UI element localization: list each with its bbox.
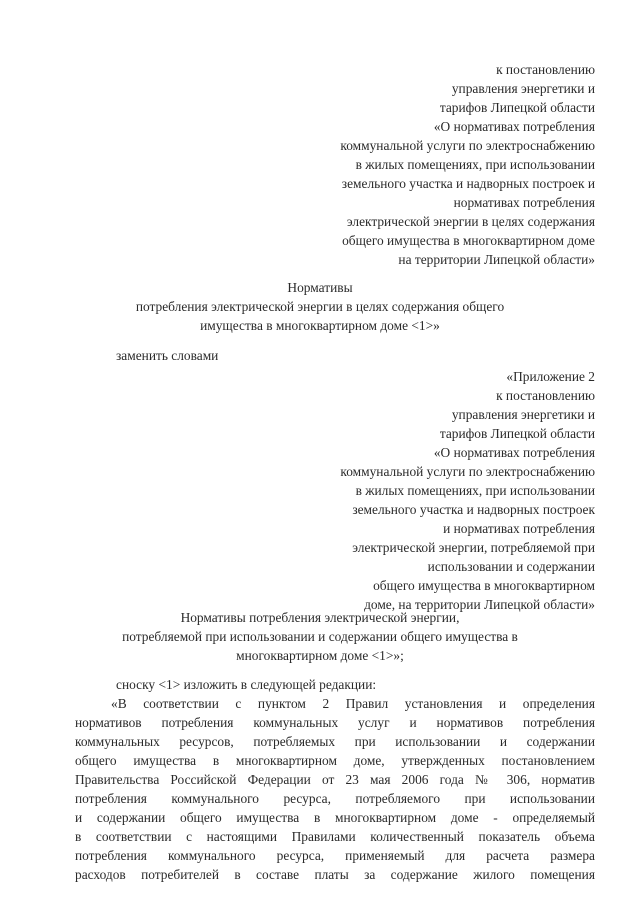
replace-instruction: заменить словами — [116, 348, 219, 363]
footnote-paragraph — [75, 694, 595, 884]
header-line: в жилых помещениях, при использовании — [355, 157, 595, 172]
paragraph-line: Правительства Российской Федерации от 23 мая 2006 года № 306, норматив — [75, 772, 595, 787]
paragraph-line: коммунальных ресурсов, потребляемых при использовании и содержании — [75, 734, 595, 749]
header-line: общего имущества в многоквартирном доме — [342, 233, 595, 248]
paragraph-line: расходов потребителей в составе платы за содержание жилого помещения — [75, 867, 595, 882]
header-line: в жилых помещениях, при использовании — [355, 483, 595, 498]
heading-line: Нормативы потребления электрической энергии, — [180, 610, 460, 625]
heading-old — [0, 278, 640, 335]
header-line: электрической энергии, потребляемой при — [352, 540, 595, 555]
header-line: управления энергетики и — [451, 407, 595, 422]
paragraph-line: «В соответствии с пунктом 2 Правил установления и определения — [111, 696, 595, 711]
header-line: земельного участка и надворных построек — [352, 502, 595, 517]
header-line: земельного участка и надворных построек и — [341, 176, 595, 191]
appendix-header-old — [340, 60, 595, 269]
heading-line: потребляемой при использовании и содержании общего имущества в — [122, 629, 518, 644]
paragraph-line: и содержании общего имущества в многоквартирном доме - определяемый — [75, 810, 595, 825]
heading-line: потребления электрической энергии в целях содержания общего — [135, 299, 505, 314]
heading-line: многоквартирном доме <1>»; — [236, 648, 404, 663]
paragraph-line: в соответствии с настоящими Правилами количественный показатель объема — [75, 829, 595, 844]
header-line: тарифов Липецкой области — [439, 426, 595, 441]
paragraph-line: общего имущества в многоквартирном доме, утвержденных постановлением — [75, 753, 595, 768]
header-line: общего имущества в многоквартирном — [373, 578, 595, 593]
appendix-header-new — [340, 367, 595, 614]
heading-line: Нормативы — [287, 280, 353, 295]
header-line: «Приложение 2 — [506, 369, 595, 384]
heading-line: имущества в многоквартирном доме <1>» — [200, 318, 440, 333]
header-line: коммунальной услуги по электроснабжению — [340, 138, 595, 153]
header-line: электрической энергии в целях содержания — [346, 214, 595, 229]
header-line: «О нормативах потребления — [433, 119, 595, 134]
header-line: коммунальной услуги по электроснабжению — [340, 464, 595, 479]
header-line: к постановлению — [496, 62, 595, 77]
header-line: к постановлению — [496, 388, 595, 403]
heading-new — [0, 608, 640, 665]
paragraph-line: потребления коммунального ресурса, потребляемого при использовании — [75, 791, 595, 806]
header-line: «О нормативах потребления — [433, 445, 595, 460]
paragraph-line: нормативов потребления коммунальных услуг и нормативов потребления — [75, 715, 595, 730]
header-line: управления энергетики и — [451, 81, 595, 96]
header-line: на территории Липецкой области» — [398, 252, 595, 267]
header-line: нормативах потребления — [453, 195, 595, 210]
header-line: доме, на территории Липецкой области» — [364, 597, 595, 612]
paragraph-line: потребления коммунального ресурса, применяемый для расчета размера — [75, 848, 595, 863]
header-line: использовании и содержании — [427, 559, 595, 574]
footnote-instruction: сноску <1> изложить в следующей редакции: — [116, 677, 377, 692]
header-line: и нормативах потребления — [443, 521, 595, 536]
header-line: тарифов Липецкой области — [439, 100, 595, 115]
